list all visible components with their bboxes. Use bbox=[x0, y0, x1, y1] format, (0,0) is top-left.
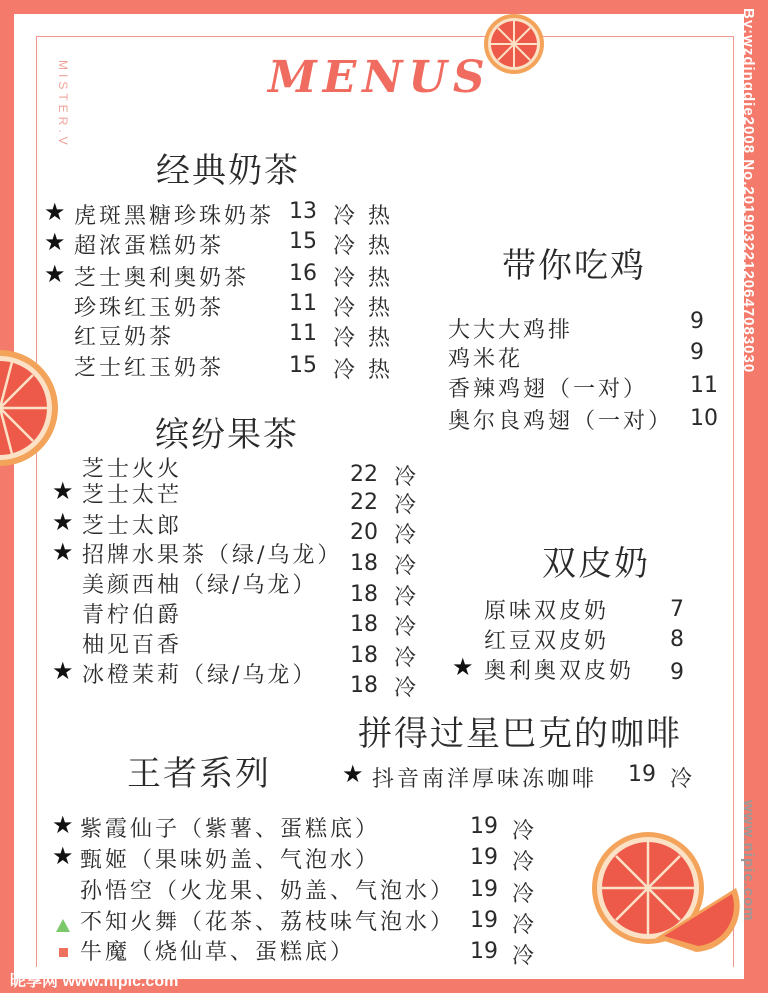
menu-item-options: 冷 bbox=[512, 944, 538, 969]
menu-item-options: 冷 bbox=[394, 646, 420, 671]
menu-item-name: 柚见百香 bbox=[82, 633, 183, 658]
menu-item-options: 冷 bbox=[394, 465, 420, 490]
menu-item-name: 奥尔良鸡翅（一对） bbox=[448, 409, 674, 434]
menu-item-price: 15 bbox=[289, 353, 317, 378]
menu-item-name: 大大大鸡排 bbox=[448, 318, 574, 343]
menu-item-price: 11 bbox=[690, 373, 718, 398]
menu-item-name: 鸡米花 bbox=[448, 347, 524, 372]
menu-item-price: 19 bbox=[628, 762, 656, 787]
watermark-bottom-right: www.nipic.com bbox=[740, 800, 757, 922]
menu-item-name: 红豆奶茶 bbox=[74, 325, 175, 350]
menu-item-price: 18 bbox=[350, 582, 378, 607]
grapefruit-bottom-icon bbox=[586, 828, 746, 958]
menu-item-price: 9 bbox=[690, 309, 704, 334]
watermark-right: By:wzdingdie2008 No.20190322120647083030 bbox=[740, 8, 757, 374]
menu-item-price: 11 bbox=[289, 291, 317, 316]
menu-item-price: 11 bbox=[289, 321, 317, 346]
menu-item-price: 18 bbox=[350, 612, 378, 637]
menu-item-options: 冷 热 bbox=[333, 296, 393, 321]
recommend-star-icon: ★ bbox=[44, 260, 66, 288]
menu-item-options: 冷 热 bbox=[333, 266, 393, 291]
menu-item-name: 冰橙茉莉（绿/乌龙） bbox=[82, 663, 318, 688]
menu-item-price: 22 bbox=[350, 490, 378, 515]
menu-item-price: 19 bbox=[470, 939, 498, 964]
menu-item-name: 芝士太芒 bbox=[82, 483, 183, 508]
menu-item-price: 19 bbox=[470, 877, 498, 902]
menu-item-name: 芝士太郎 bbox=[82, 514, 183, 539]
menu-item-price: 18 bbox=[350, 673, 378, 698]
menu-item-options: 冷 热 bbox=[333, 358, 393, 383]
menu-item-price: 19 bbox=[470, 814, 498, 839]
menu-item-name: 芝士奥利奥奶茶 bbox=[74, 266, 250, 291]
menu-item-name: 甄姬（果味奶盖、气泡水） bbox=[80, 848, 381, 873]
menu-item-options: 冷 bbox=[394, 493, 420, 518]
menu-item-name: 不知火舞（花茶、荔枝味气泡水） bbox=[80, 910, 456, 935]
menu-item-options: 冷 热 bbox=[333, 204, 393, 229]
menu-item-name: 芝士火火 bbox=[82, 457, 183, 482]
grapefruit-left-icon bbox=[0, 348, 60, 468]
menu-item-name: 奥利奥双皮奶 bbox=[484, 659, 635, 684]
menu-item-name: 招牌水果茶（绿/乌龙） bbox=[82, 543, 343, 568]
side-brand-text: MISTER.V bbox=[56, 60, 70, 149]
grapefruit-top-icon bbox=[482, 12, 546, 76]
menu-item-name: 芝士红玉奶茶 bbox=[74, 356, 225, 381]
menu-item-name: 红豆双皮奶 bbox=[484, 629, 610, 654]
watermark-bottom-left: 昵享网 www.nipic.com bbox=[10, 973, 179, 990]
menu-item-options: 冷 bbox=[670, 767, 696, 792]
menu-item-options: 冷 bbox=[394, 585, 420, 610]
menu-item-name: 美颜西柚（绿/乌龙） bbox=[82, 573, 318, 598]
menu-item-name: 牛魔（烧仙草、蛋糕底） bbox=[80, 940, 356, 965]
watermark-id: ID:28076286 NO:20190322120647083030 bbox=[540, 968, 730, 979]
menu-item-name: 孙悟空（火龙果、奶盖、气泡水） bbox=[80, 879, 456, 904]
recommend-star-icon: ★ bbox=[44, 198, 66, 226]
recommend-star-icon: ★ bbox=[52, 477, 74, 505]
menu-item-price: 18 bbox=[350, 551, 378, 576]
menu-item-price: 18 bbox=[350, 643, 378, 668]
section-title-coffee: 拼得过星巴克的咖啡 bbox=[358, 714, 682, 754]
recommend-star-icon: ★ bbox=[44, 228, 66, 256]
menu-item-price: 10 bbox=[690, 406, 718, 431]
green-triangle-icon bbox=[56, 919, 70, 932]
menu-item-name: 虎斑黑糖珍珠奶茶 bbox=[74, 204, 275, 229]
menu-item-options: 冷 bbox=[512, 819, 538, 844]
menu-item-price: 20 bbox=[350, 520, 378, 545]
menu-item-options: 冷 bbox=[512, 913, 538, 938]
section-title-double-milk: 双皮奶 bbox=[542, 544, 650, 584]
menu-item-price: 22 bbox=[350, 462, 378, 487]
recommend-star-icon: ★ bbox=[52, 811, 74, 839]
menu-item-price: 15 bbox=[289, 229, 317, 254]
menu-item-options: 冷 bbox=[394, 554, 420, 579]
recommend-star-icon: ★ bbox=[52, 508, 74, 536]
menu-item-name: 青柠伯爵 bbox=[82, 603, 183, 628]
section-title-king-series: 王者系列 bbox=[127, 754, 271, 794]
recommend-star-icon: ★ bbox=[52, 657, 74, 685]
red-square-icon bbox=[59, 948, 68, 957]
menu-item-options: 冷 bbox=[394, 676, 420, 701]
section-title-classic-milk-tea: 经典奶茶 bbox=[156, 151, 300, 191]
menu-item-options: 冷 热 bbox=[333, 326, 393, 351]
menu-item-options: 冷 bbox=[394, 523, 420, 548]
menu-item-name: 超浓蛋糕奶茶 bbox=[74, 234, 225, 259]
menu-item-name: 香辣鸡翅（一对） bbox=[448, 377, 649, 402]
menu-item-price: 9 bbox=[670, 660, 684, 685]
menu-title: MENUS bbox=[268, 52, 491, 103]
recommend-star-icon: ★ bbox=[52, 842, 74, 870]
recommend-star-icon: ★ bbox=[342, 760, 364, 788]
menu-item-price: 16 bbox=[289, 261, 317, 286]
menu-item-price: 9 bbox=[690, 340, 704, 365]
menu-item-price: 13 bbox=[289, 199, 317, 224]
section-title-chicken: 带你吃鸡 bbox=[502, 246, 646, 286]
menu-item-name: 紫霞仙子（紫薯、蛋糕底） bbox=[80, 817, 381, 842]
menu-item-price: 8 bbox=[670, 627, 684, 652]
section-title-fruit-tea: 缤纷果茶 bbox=[155, 415, 299, 455]
menu-item-options: 冷 bbox=[512, 850, 538, 875]
menu-item-name: 原味双皮奶 bbox=[484, 599, 610, 624]
recommend-star-icon: ★ bbox=[452, 653, 474, 681]
menu-item-price: 7 bbox=[670, 597, 684, 622]
menu-item-price: 19 bbox=[470, 845, 498, 870]
menu-item-options: 冷 bbox=[394, 615, 420, 640]
recommend-star-icon: ★ bbox=[52, 538, 74, 566]
menu-item-options: 冷 bbox=[512, 882, 538, 907]
menu-item-options: 冷 热 bbox=[333, 234, 393, 259]
menu-item-name: 抖音南洋厚味冻咖啡 bbox=[372, 767, 598, 792]
menu-item-name: 珍珠红玉奶茶 bbox=[74, 296, 225, 321]
menu-item-price: 19 bbox=[470, 908, 498, 933]
